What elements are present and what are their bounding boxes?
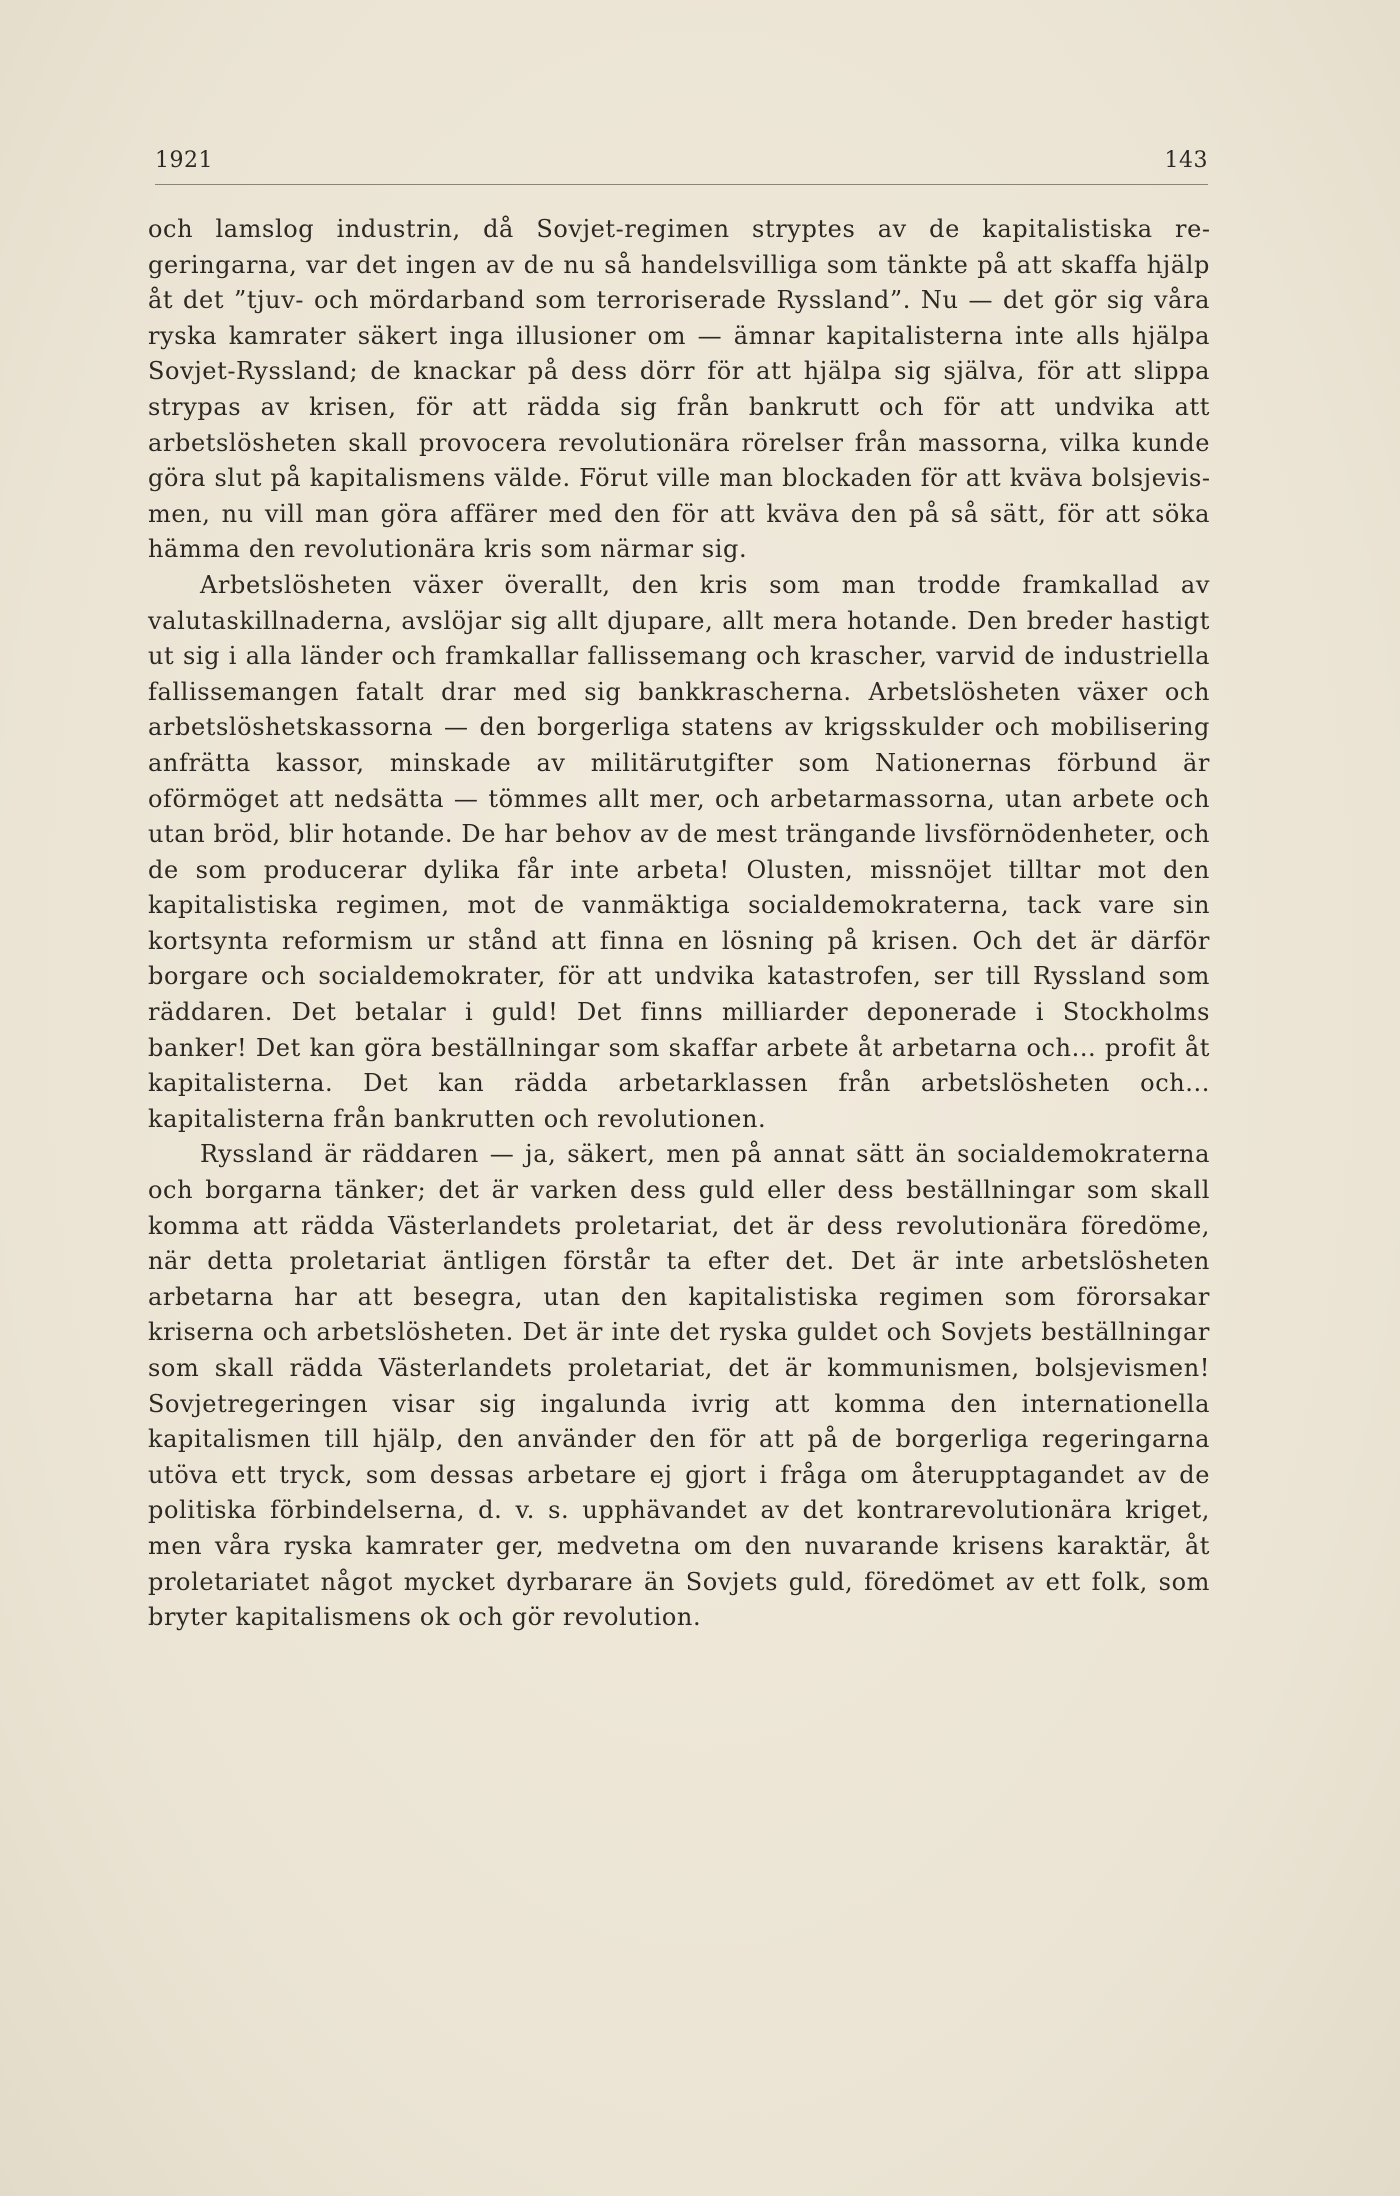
paragraph-1: och lamslog industrin, då Sovjet-regimen stryptes av de kapitalistiska regeringarna, var det ingen av de nu så handelsvilliga som tänkte på att skaffa hjälp åt det ”tjuv- och mördarband som terroriserade Ryssland”. Nu — det gör sig våra ryska kamrater säkert inga illusioner om — ämnar kapitalisterna inte alls hjälpa Sovjet-Ryssland; de knackar på dess dörr för att hjälpa sig själva, för att slippa strypas av krisen, för att rädda sig från bankrutt och för att undvika att arbetslösheten skall provocera revolutionära rörelser från massorna, vilka kunde göra slut på kapitalismens välde. Förut ville man blockaden för att kväva bolsjevismen, nu vill man göra affärer med den för att kväva den på så sätt, för att söka hämma den revolutionära kris som närmar sig.	[148, 215, 1210, 564]
paragraph-3: Ryssland är räddaren — ja, säkert, men på annat sätt än socialdemokraterna och borgarna tänker; det är varken dess guld eller dess beställningar som skall komma att rädda Västerlandets proletariat, det är dess revolutionära föredöme, när detta proletariat äntligen förstår ta efter det. Det är inte arbetslösheten arbetarna har att besegra, utan den kapitalistiska regimen som förorsakar kriserna och arbetslösheten. Det är inte det ryska guldet och Sovjets beställningar som skall rädda Västerlandets proletariat, det är kommunismen, bolsjevismen! Sovjetregeringen visar sig ingalunda ivrig att komma den internationella kapitalismen till hjälp, den använder den för att på de borgerliga regeringarna utöva ett tryck, som dessas arbetare ej gjort i fråga om återupptagandet av de politiska förbindelserna, d. v. s. upphävandet av det kontrarevolutionära kriget, men våra ryska kamrater ger, medvetna om den nuvarande krisens karaktär, åt proletariatet något mycket dyrbarare än Sovjets guld, föredömet av ett folk, som bryter kapitalismens ok och gör revolution.	[148, 1140, 1210, 1632]
header-divider	[155, 184, 1208, 185]
body-text	[148, 212, 1210, 1636]
paragraph-2: Arbetslösheten växer överallt, den kris som man trodde framkallad av valutaskillnaderna, avslöjar sig allt djupare, allt mera hotande. Den breder hastigt ut sig i alla länder och framkallar fallissemang och krascher, varvid de industriella fallissemangen fatalt drar med sig bankkrascherna. Arbetslösheten växer och arbetslöshetskassorna — den borgerliga statens av krigsskulder och mobilisering anfrätta kassor, minskade av militärutgifter som Nationernas förbund är oförmöget att nedsätta — tömmes allt mer, och arbetarmassorna, utan arbete och utan bröd, blir hotande. De har behov av de mest trängande livsförnödenheter, och de som producerar dylika får inte arbeta! Olusten, missnöjet tilltar mot den kapitalistiska regimen, mot de vanmäktiga socialdemokraterna, tack vare sin kortsynta reformism ur stånd att finna en lösning på krisen. Och det är därför borgare och socialdemokrater, för att undvika katastrofen, ser till Ryssland som räddaren. Det betalar i guld! Det finns milliarder deponerade i Stockholms banker! Det kan göra beställningar som skaffar arbete åt arbetarna och... profit åt kapitalisterna. Det kan rädda arbetarklassen från arbetslösheten och... kapitalisterna från bankrutten och revolutionen.	[148, 570, 1210, 1133]
header-year: 1921	[155, 148, 213, 173]
page-number: 143	[1164, 148, 1208, 173]
running-header	[155, 140, 1208, 180]
